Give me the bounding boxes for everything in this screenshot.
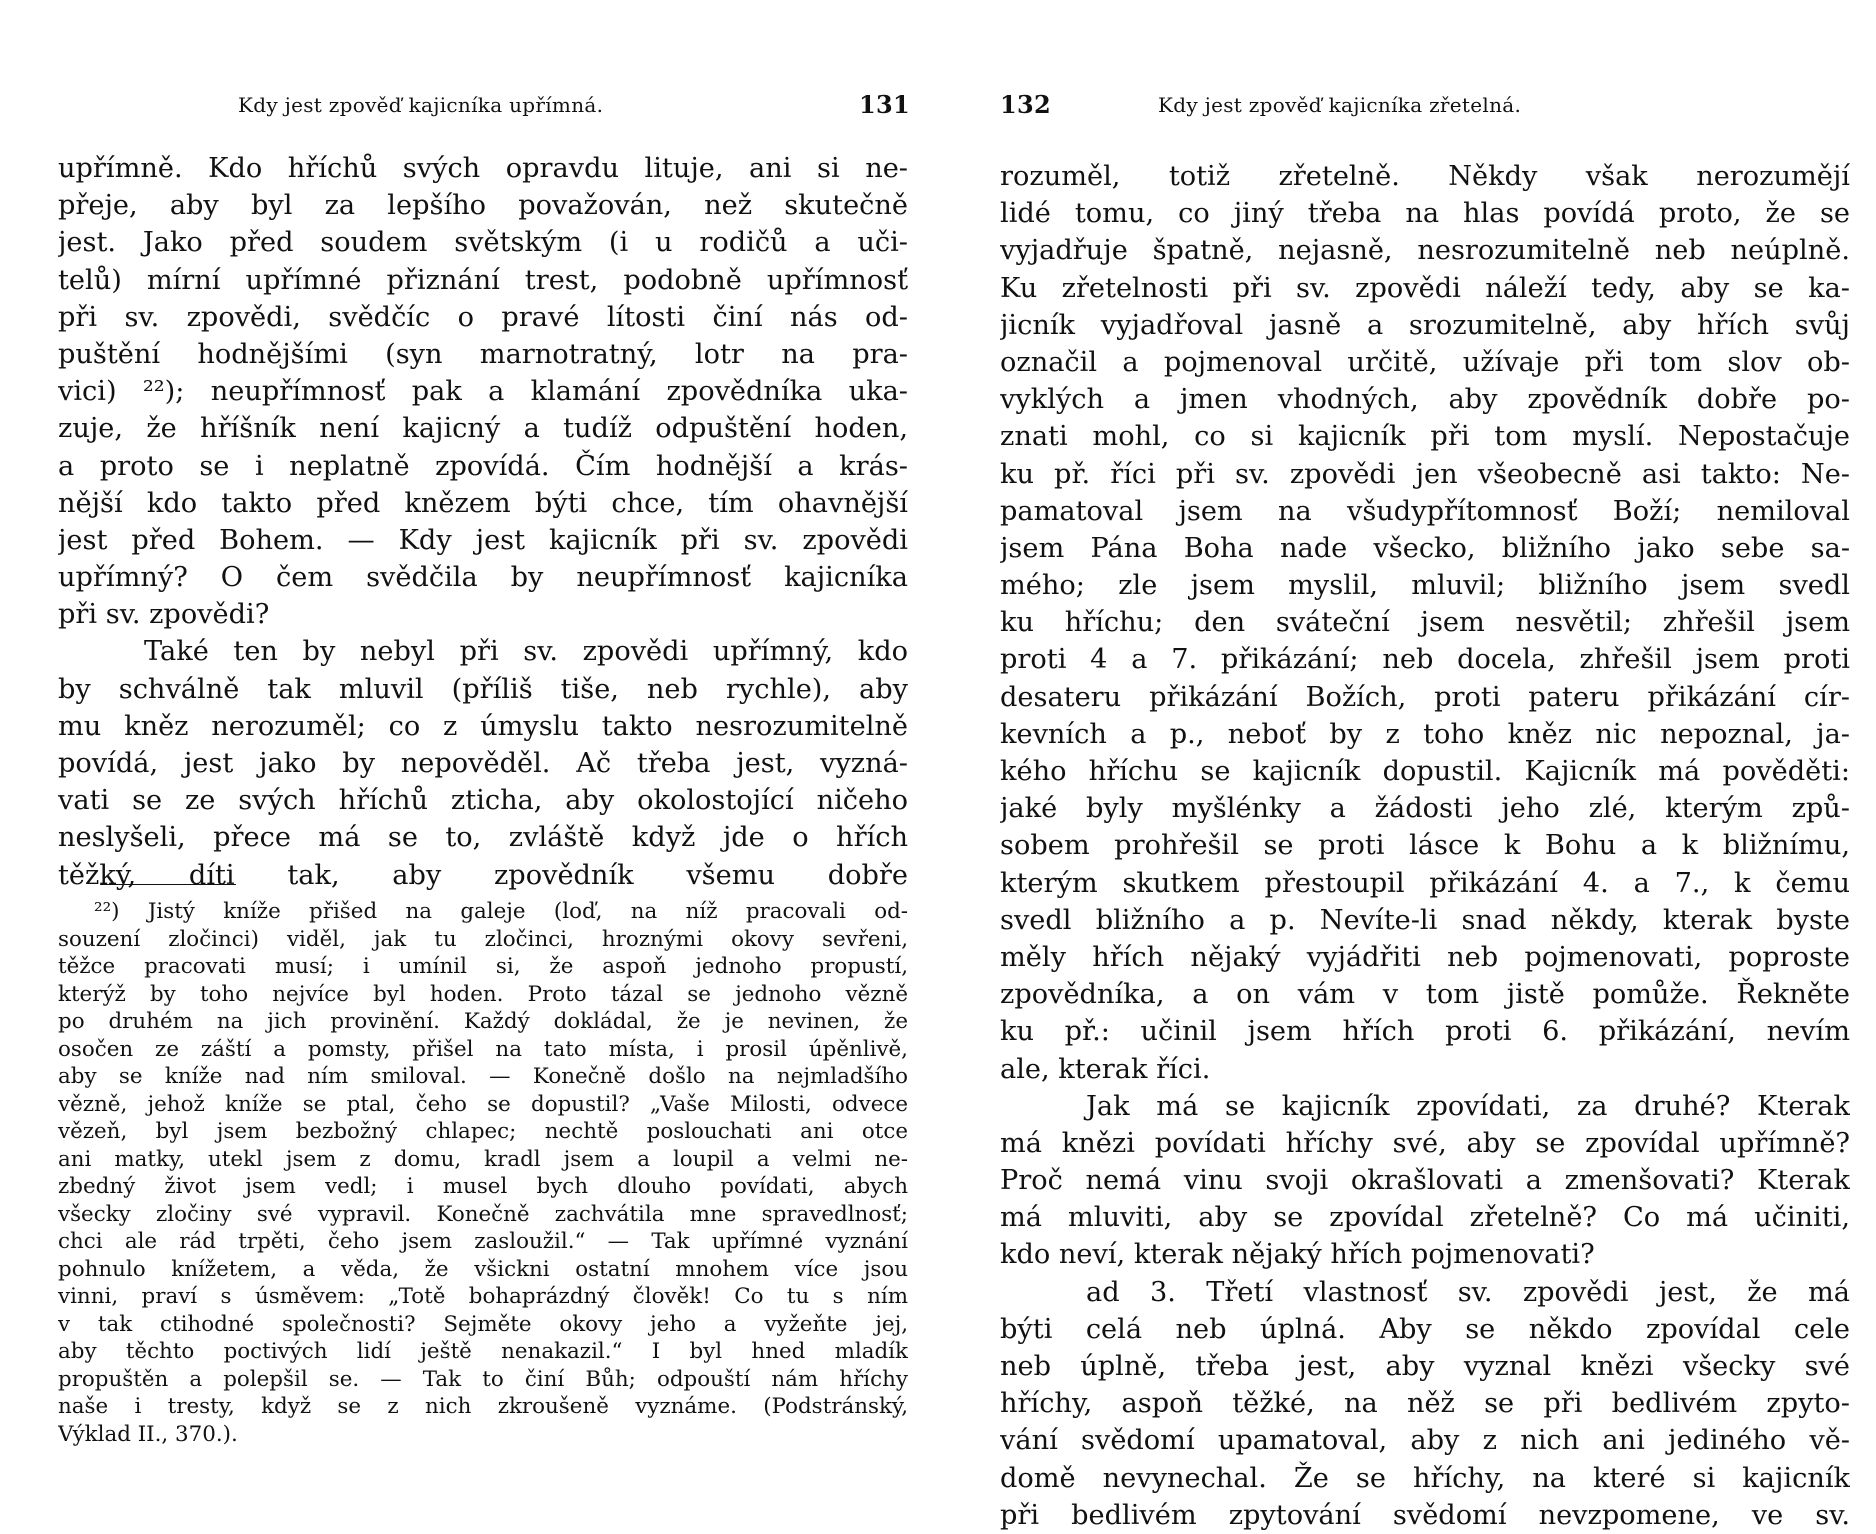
text-line: ku př. říci při sv. zpovědi jen všeobecně asi takto: Ne- [1000,458,1850,490]
footnote-line: vězně, jehož kníže se ptal, čeho se dopustil? „Vaše Milosti, odvece [58,1091,908,1117]
text-line: znati mohl, co si kajicník při tom myslí. Nepostačuje [1000,421,1850,453]
text-line: má knězi povídati hříchy své, aby se zpovídal upřímně? [1000,1127,1850,1159]
text-line: Ku zřetelnosti při sv. zpovědi náleží tedy, aby se ka- [1000,272,1850,304]
text-line: proti 4 a 7. přikázání; neb docela, zhřešil jsem proti [1000,644,1850,676]
footnote-line: aby se kníže nad ním smiloval. — Konečně došlo na nejmladšího [58,1064,908,1089]
text-line: vání svědomí upamatoval, aby z nich ani jediného vě- [1000,1425,1850,1457]
footnote-line: vinni, praví s úsměvem: „Totě bohaprázdný člověk! Co tu s ním [58,1284,908,1309]
text-line: rozuměl, totiž zřetelně. Někdy však nerozumějí [1000,161,1850,192]
text-line: ku hříchu; den sváteční jsem nesvětil; zhřešil jsem [1000,607,1850,639]
text-line: mu kněz nerozuměl; co z úmyslu takto nesrozumitelně [58,710,908,742]
text-line: neb úplně, třeba jest, aby vyznal knězi všecky své [1000,1351,1850,1382]
footnote-divider [100,884,236,885]
left-page [0,0,938,1500]
footnote-line: všecky zločiny své vypravil. Konečně zachvátila mne spravedlnosť; [58,1201,908,1227]
text-line: nější kdo takto před knězem býti chce, tím ohavnější [58,487,908,519]
right-running-title: Kdy jest zpověď kajicníka zřetelná. [1158,93,1522,117]
text-line: býti celá neb úplná. Aby se někdo zpovídal cele [1000,1313,1850,1345]
text-line: domě nevynechal. Že se hříchy, na které si kajicník [1000,1462,1850,1494]
footnote-line: osočen ze záští a pomsty, přišel na tato místa, i prosil úpěnlivě, [58,1036,908,1062]
text-line: Také ten by nebyl při sv. zpovědi upřímný, kdo [144,636,908,668]
right-page-number: 132 [1000,90,1051,119]
text-line: těžký, díti tak, aby zpovědník všemu dobře [58,859,908,891]
text-line: ale, kterak říci. [1000,1053,1211,1085]
text-line: zuje, že hříšník není kajicný a tudíž odpuštění hoden, [58,413,908,445]
text-line: kevních a p., neboť by z toho kněz nic nepoznal, ja- [1000,718,1850,750]
footnote-block [58,898,908,1448]
text-line: Jak má se kajicník zpovídati, za druhé? Kterak [1086,1090,1850,1122]
text-line: lidé tomu, co jiný třeba na hlas povídá proto, že se [1000,198,1850,230]
text-line: svedl bližního a p. Nevíte-li snad někdy, kterak byste [1000,904,1850,936]
left-page-number: 131 [859,90,910,119]
text-line: jaké byly myšlénky a žádosti jeho zlé, kterým způ- [1000,793,1850,825]
text-line: při sv. zpovědi, svědčíc o pravé lítosti činí nás od- [58,301,908,333]
footnote-line: souzení zločinci) viděl, jak tu zločinci, hroznými okovy sevřeni, [58,926,908,952]
footnote-line: naše i tresty, když se z nich zkroušeně vyznáme. (Podstránský, [58,1394,908,1419]
text-line: desateru přikázání Božích, proti pateru přikázání cír- [1000,681,1850,713]
footnote-line: chci ale rád trpěti, čeho jsem zasloužil.“ — Tak upřímné vyznání [58,1229,908,1254]
text-line: jest před Bohem. — Kdy jest kajicník při sv. zpovědi [58,524,908,556]
text-line: označil a pojmenoval určitě, užívaje při tom slov ob- [1000,346,1850,378]
footnote-line: propuštěn a polepšil se. — Tak to činí Bůh; odpouští nám hříchy [58,1366,908,1392]
text-line: telů) mírní upřímné přiznání trest, podobně upřímnosť [58,264,908,296]
right-body-text [1000,158,1850,1534]
text-line: vati se ze svých hříchů zticha, aby okolostojící ničeho [58,785,908,817]
footnote-line: pohnulo knížetem, a věda, že všickni ostatní mnohem více jsou [58,1256,908,1282]
text-line: vyklých a jmen vhodných, aby zpovědník dobře po- [1000,384,1850,416]
footnote-line: po druhém na jich provinění. Každý dokládal, že je nevinen, že [58,1009,908,1034]
footnote-line: těžce pracovati musí; i umínil si, že aspoň jednoho propustí, [58,954,908,979]
text-line: pamatoval jsem na všudypřítomnosť Boží; nemiloval [1000,495,1850,527]
text-line: neslyšeli, přece má se to, zvláště když jde o hřích [58,822,908,854]
text-line: jicník vyjadřoval jasně a srozumitelně, aby hřích svůj [1000,309,1850,341]
text-line: vici) ²²); neupřímnosť pak a klamání zpovědníka uka- [58,376,908,408]
left-running-title: Kdy jest zpověď kajicníka upřímná. [238,93,604,117]
footnote-line: ²²) Jistý kníže přišed na galeje (loď, na níž pracovali od- [94,899,908,924]
text-line: upřímně. Kdo hříchů svých opravdu lituje, ani si ne- [58,153,908,184]
footnote-line: v tak ctihodné společnosti? Sejměte okovy jeho a vyžeňte jej, [58,1311,908,1337]
text-line: Proč nemá vinu svoji okrašlovati a zmenšovati? Kterak [1000,1165,1850,1197]
text-line: mého; zle jsem myslil, mluvil; bližního jsem svedl [1000,570,1850,602]
footnote-line: aby těchto poctivých lidí ještě nenakazil.“ I byl hned mladík [58,1339,908,1364]
text-line: a proto se i neplatně zpovídá. Čím hodnější a krás- [58,450,908,482]
footnote-line: Výklad II., 370.). [58,1421,238,1447]
text-line: ku př.: učinil jsem hřích proti 6. přikázání, nevím [1000,1016,1850,1048]
text-line: sobem prohřešil se proti lásce k Bohu a k bližnímu, [1000,830,1850,862]
right-running-head [1000,90,1850,120]
left-running-head [60,90,910,120]
text-line: ad 3. Třetí vlastnosť sv. zpovědi jest, že má [1086,1276,1850,1308]
text-line: by schválně tak mluvil (příliš tiše, neb rychle), aby [58,673,908,705]
text-line: přeje, aby byl za lepšího považován, než skutečně [58,190,908,222]
text-line: při sv. zpovědi? [58,599,270,631]
text-line: vyjadřuje špatně, nejasně, nesrozumitelně neb neúplně. [1000,235,1850,267]
text-line: kého hříchu se kajicník dopustil. Kajicník má pověděti: [1000,756,1850,787]
footnote-line: vězeň, byl jsem bezbožný chlapec; nechtě poslouchati ani otce [58,1119,908,1144]
right-page [938,0,1876,1531]
text-line: povídá, jest jako by nepověděl. Ač třeba jest, vyzná- [58,748,908,779]
text-line: upřímný? O čem svědčila by neupřímnosť kajicníka [58,562,908,594]
text-line: kdo neví, kterak nějaký hřích pojmenovati? [1000,1239,1595,1271]
left-body-text [58,150,908,894]
text-line: zpovědníka, a on vám v tom jistě pomůže. Řekněte [1000,979,1850,1011]
text-line: měly hřích nějaký vyjádřiti neb pojmenovati, poproste [1000,941,1850,973]
text-line: puštění hodnějšími (syn marnotratný, lotr na pra- [58,338,908,370]
text-line: při bedlivém zpytování svědomí nevzpomene, ve sv. [1000,1499,1850,1531]
text-line: kterým skutkem přestoupil přikázání 4. a 7., k čemu [1000,867,1850,899]
footnote-line: zbedný život jsem vedl; i musel bych dlouho povídati, abych [58,1174,908,1199]
text-line: hříchy, aspoň těžké, na něž se při bedlivém zpyto- [1000,1388,1850,1420]
text-line: má mluviti, aby se zpovídal zřetelně? Co má učiniti, [1000,1202,1850,1234]
footnote-line: kterýž by toho nejvíce byl hoden. Proto tázal se jednoho vězně [58,981,908,1007]
text-line: jsem Pána Boha nade všecko, bližního jako sebe sa- [1000,532,1850,564]
footnote-line: ani matky, utekl jsem z domu, kradl jsem a loupil a velmi ne- [58,1146,908,1172]
text-line: jest. Jako před soudem světským (i u rodičů a uči- [58,227,908,259]
